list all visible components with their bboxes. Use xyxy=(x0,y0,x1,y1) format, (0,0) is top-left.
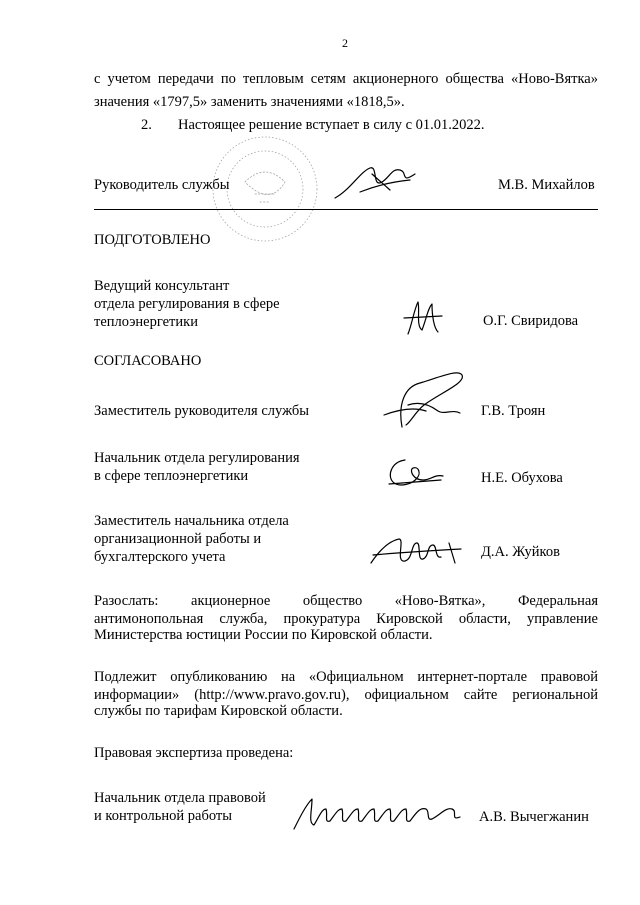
legal-expertise-text: Правовая экспертиза проведена: xyxy=(94,745,294,761)
agreed-2-name: Н.Е. Обухова xyxy=(481,470,563,486)
agreed-3-position xyxy=(94,512,289,566)
prepared-signature-image xyxy=(398,296,448,341)
legal-position xyxy=(94,789,266,825)
separator-line xyxy=(94,209,598,210)
agreed-2-position-line: в сфере теплоэнергетики xyxy=(94,468,249,484)
head-name: М.В. Михайлов xyxy=(498,177,595,193)
clause-2-number: 2. xyxy=(141,117,152,133)
prepared-heading: ПОДГОТОВЛЕНО xyxy=(94,232,211,248)
agreed-heading: СОГЛАСОВАНО xyxy=(94,353,202,369)
prepared-position xyxy=(94,277,280,331)
agreed-2-position-line: Начальник отдела регулирования xyxy=(94,450,300,466)
publication-line-2: информации» (http://www.pravo.gov.ru), официальном сайте региональной xyxy=(94,687,598,703)
page-number: 2 xyxy=(342,36,348,50)
legal-position-line: и контрольной работы xyxy=(94,808,232,824)
agreed-3-position-line: организационной работы и xyxy=(94,531,262,547)
legal-position-line: Начальник отдела правовой xyxy=(94,790,266,806)
distribution-line-2: антимонопольная служба, прокуратура Кировской области, управление xyxy=(94,611,598,627)
agreed-3-position-line: бухгалтерского учета xyxy=(94,549,226,565)
agreed-3-position-line: Заместитель начальника отдела xyxy=(94,513,289,529)
intro-line-1: с учетом передачи по тепловым сетям акционерного общества «Ново-Вятка» xyxy=(94,71,598,87)
prepared-position-line: теплоэнергетики xyxy=(94,314,198,330)
prepared-position-line: Ведущий консультант xyxy=(94,278,230,294)
agreed-3-name: Д.А. Жуйков xyxy=(481,544,560,560)
agreed-3-signature-image xyxy=(365,533,465,573)
agreed-1-signature-image xyxy=(380,365,470,435)
clause-2-text: Настоящее решение вступает в силу с 01.01.2022. xyxy=(178,117,485,133)
publication-line-3: службы по тарифам Кировской области. xyxy=(94,703,343,719)
distribution-line-3: Министерства юстиции России по Кировской области. xyxy=(94,627,433,643)
agreed-1-position: Заместитель руководителя службы xyxy=(94,403,310,419)
agreed-2-position xyxy=(94,449,300,485)
agreed-2-signature-image xyxy=(383,452,448,492)
publication-line-1: Подлежит опубликованию на «Официальном интернет-портале правовой xyxy=(94,669,598,685)
intro-line-2: значения «1797,5» заменить значениями «1818,5». xyxy=(94,94,405,110)
head-signature-image xyxy=(330,160,420,205)
prepared-position-line: отдела регулирования в сфере xyxy=(94,296,280,312)
agreed-1-name: Г.В. Троян xyxy=(481,403,546,419)
prepared-name: О.Г. Свиридова xyxy=(483,313,579,329)
head-title: Руководитель службы xyxy=(94,177,230,193)
legal-signature-image xyxy=(290,795,465,835)
distribution-line-1: Разослать: акционерное общество «Ново-Вятка», Федеральная xyxy=(94,593,598,609)
legal-name: А.В. Вычегжанин xyxy=(479,809,589,825)
